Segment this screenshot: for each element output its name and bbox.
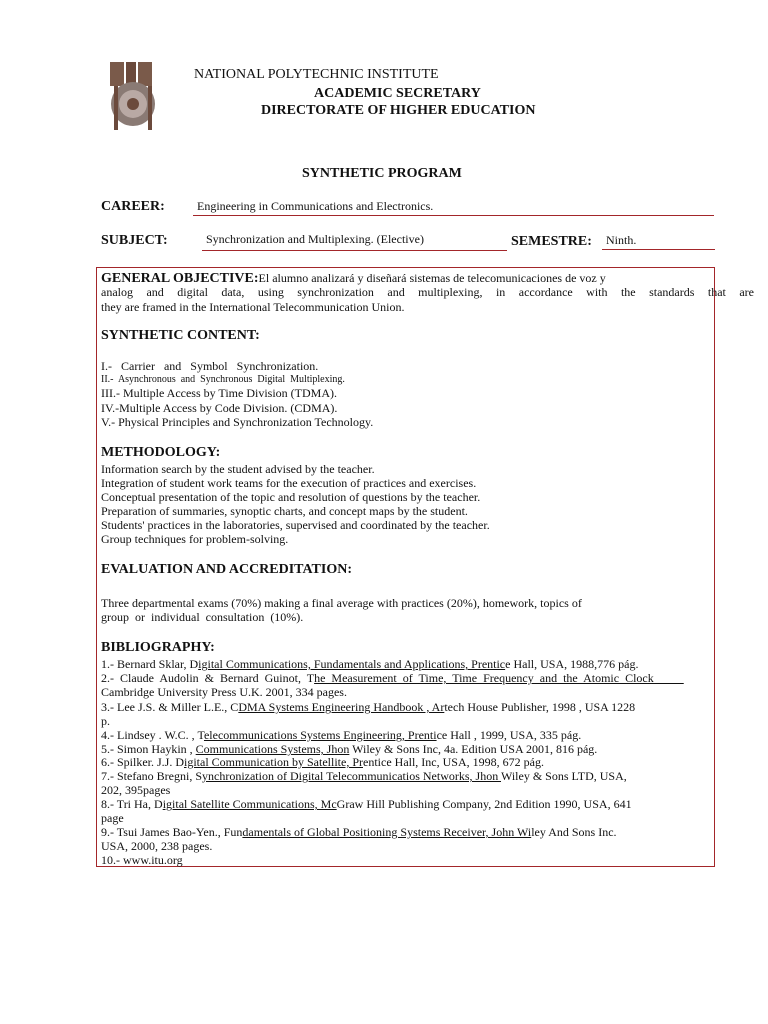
semester-label: SEMESTRE: — [511, 234, 592, 249]
word: analog — [101, 285, 133, 299]
bib-item-3-cont: p. — [101, 714, 110, 728]
ipn-logo — [106, 60, 160, 134]
objective-text-line1: El alumno analizará y diseñará sistemas de telecomunicaciones de voz y — [258, 271, 606, 285]
word: the — [620, 285, 636, 299]
bib-item-4: 4.- Lindsey . W.C. , Telecommunications Systems Engineering, Prentice Hall , 1999, USA, 335 pág. — [101, 728, 582, 742]
word: and — [146, 285, 164, 299]
methodology-item: Group techniques for problem-solving. — [101, 532, 289, 546]
evaluation-heading: EVALUATION AND ACCREDITATION: — [101, 562, 353, 577]
word: digital — [177, 285, 208, 299]
program-title: SYNTHETIC PROGRAM — [302, 166, 462, 181]
methodology-item: Conceptual presentation of the topic and resolution of questions by the teacher. — [101, 490, 481, 504]
word: are — [739, 285, 754, 299]
bib-item-5: 5.- Simon Haykin , Communications Systems, Jhon Wiley & Sons Inc, 4a. Edition USA 2001, 816 pág. — [101, 742, 598, 756]
methodology-item: Information search by the student advised by the teacher. — [101, 462, 375, 476]
word: synchronization — [297, 285, 374, 299]
evaluation-line2: group or individual consultation (10%). — [101, 610, 304, 624]
word: in — [495, 285, 506, 299]
methodology-heading: METHODOLOGY: — [101, 445, 221, 460]
objective-heading: GENERAL OBJECTIVE: — [101, 271, 259, 286]
bib-item-9: 9.- Tsui James Bao-Yen., Fundamentals of Global Positioning Systems Receiver, John Wiley And Sons Inc. — [101, 825, 617, 839]
subject-value: Synchronization and Multiplexing. (Elective) — [202, 232, 507, 251]
directorate: DIRECTORATE OF HIGHER EDUCATION — [261, 103, 536, 118]
word: with — [586, 285, 608, 299]
word: standards — [649, 285, 695, 299]
word: accordance — [518, 285, 573, 299]
bib-item-2: 2.- Claude Audolin & Bernard Guinot, The Measurement of Time, Time Frequency and the Atomic Clock — [101, 671, 684, 685]
methodology-item: Preparation of summaries, synoptic charts, and concept maps by the student. — [101, 504, 468, 518]
institute-name: NATIONAL POLYTECHNIC INSTITUTE — [194, 67, 439, 82]
content-item-1: I.- Carrier and Symbol Synchronization. — [101, 359, 319, 373]
content-item-4: IV.-Multiple Access by Code Division. (CDMA). — [101, 401, 338, 415]
career-value: Engineering in Communications and Electronics. — [193, 199, 714, 216]
word: that — [707, 285, 726, 299]
bib-item-6: 6.- Spilker. J.J. Digital Communication by Satellite, Prentice Hall, Inc, USA, 1998, 672 pág. — [101, 755, 544, 769]
content-item-2: II.- Asynchronous and Synchronous Digital Multiplexing. — [101, 374, 345, 385]
word: using — [257, 285, 284, 299]
methodology-item: Students' practices in the laboratories, supervised and coordinated by the teacher. — [101, 518, 490, 532]
academic-secretary: ACADEMIC SECRETARY — [314, 86, 481, 101]
bibliography-heading: BIBLIOGRAPHY: — [101, 640, 215, 655]
bib-item-10: 10.- www.itu.org — [101, 853, 183, 867]
evaluation-line1: Three departmental exams (70%) making a final average with practices (20%), homework, topics of — [101, 596, 582, 610]
bib-item-1: 1.- Bernard Sklar, Digital Communications, Fundamentals and Applications, Prentice Hall, USA, 1988,776 pág. — [101, 657, 639, 671]
bib-item-8-cont: page — [101, 811, 124, 825]
content-item-3: III.- Multiple Access by Time Division (TDMA). — [101, 386, 337, 400]
semester-value: Ninth. — [602, 233, 715, 250]
content-item-5: V.- Physical Principles and Synchronization Technology. — [101, 415, 374, 429]
objective-line2 — [101, 285, 754, 299]
bib-item-9-cont: USA, 2000, 238 pages. — [101, 839, 213, 853]
word: and — [387, 285, 405, 299]
objective-line3: they are framed in the International Telecommunication Union. — [101, 300, 405, 314]
content-heading: SYNTHETIC CONTENT: — [101, 328, 260, 343]
bib-item-8: 8.- Tri Ha, Digital Satellite Communications, McGraw Hill Publishing Company, 2nd Edition 1990, USA, 641 — [101, 797, 632, 811]
methodology-item: Integration of student work teams for the execution of practices and exercises. — [101, 476, 477, 490]
career-label: CAREER: — [101, 199, 165, 214]
bib-item-7-cont: 202, 395pages — [101, 783, 171, 797]
bib-item-2-cont: Cambridge University Press U.K. 2001, 334 pages. — [101, 685, 347, 699]
word: multiplexing, — [418, 285, 483, 299]
subject-label: SUBJECT: — [101, 233, 168, 248]
word: data, — [221, 285, 245, 299]
bib-item-7: 7.- Stefano Bregni, Synchronization of Digital Telecommunicatios Networks, Jhon Wiley & Sons LTD, USA, — [101, 769, 627, 783]
bib-item-3: 3.- Lee J.S. & Miller L.E., CDMA Systems Engineering Handbook , Artech House Publisher, 1998 , USA 1228 — [101, 700, 636, 714]
